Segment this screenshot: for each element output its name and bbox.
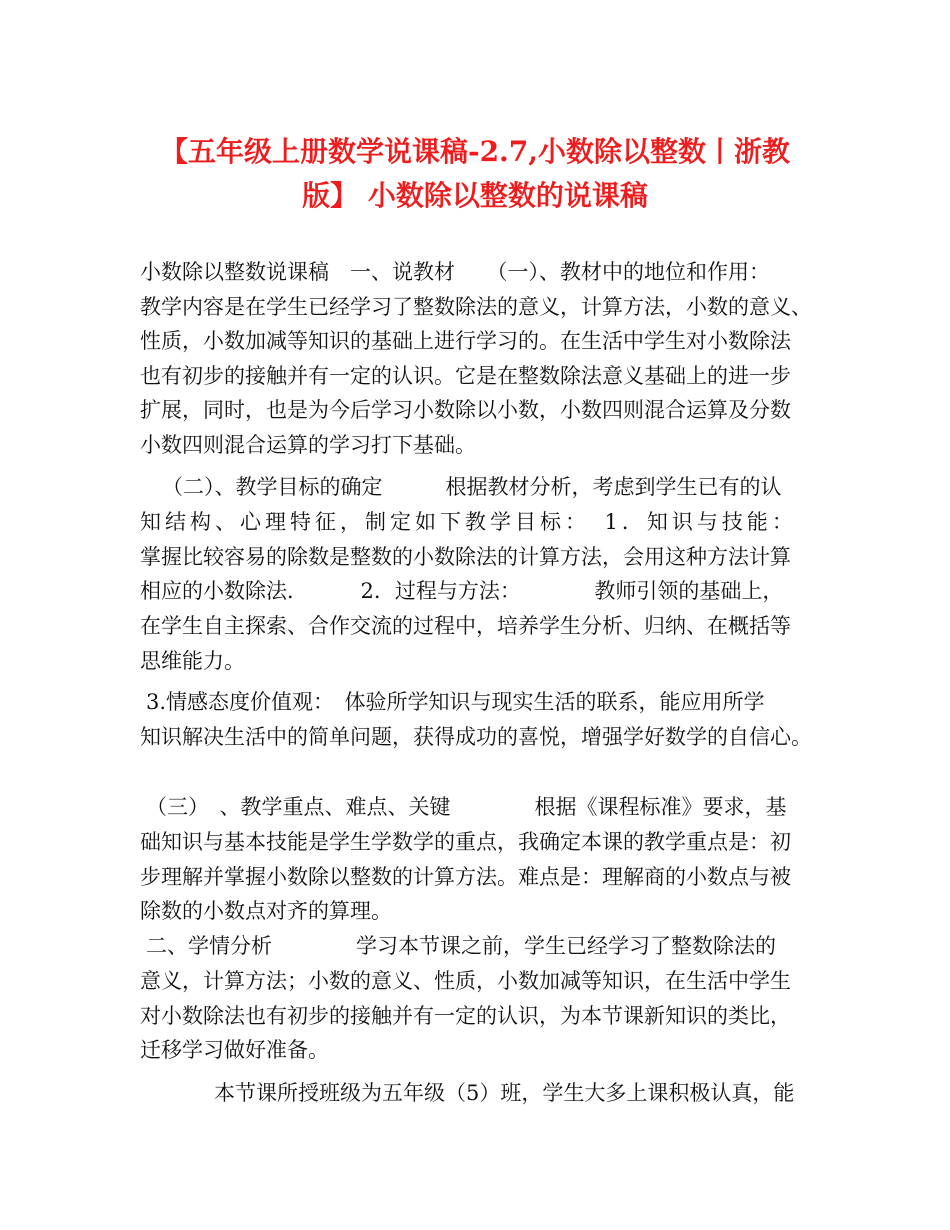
body-line-14: 知识解决生活中的简单问题，获得成功的喜悦，增强学好数学的自信心。 — [140, 725, 812, 749]
body-line-6: 小数四则混合运算的学习打下基础。 — [140, 433, 476, 457]
body-line-22: 迁移学习做好准备。 — [140, 1038, 329, 1062]
body-line-2: 教学内容是在学生已经学习了整数除法的意义，计算方法，小数的意义、 — [140, 295, 812, 319]
body-line-11: 在学生自主探索、合作交流的过程中，培养学生分析、归纳、在概括等 — [140, 614, 791, 638]
body-line-18: 除数的小数点对齐的算理。 — [140, 899, 392, 923]
body-line-8: 知结构、心理特征，制定如下教学目标： 1．知识与技能： — [140, 510, 797, 534]
body-line-12: 思维能力。 — [140, 649, 245, 673]
body-line-19: 二、学情分析 学习本节课之前，学生已经学习了整数除法的 — [146, 934, 776, 958]
document-title-line-2: 版】 小数除以整数的说课稿 — [302, 179, 648, 212]
body-line-9: 掌握比较容易的除数是整数的小数除法的计算方法，会用这种方法计算 — [140, 545, 791, 569]
body-line-20: 意义，计算方法；小数的意义、性质，小数加减等知识，在生活中学生 — [140, 969, 791, 993]
body-line-21: 对小数除法也有初步的接触并有一定的认识，为本节课新知识的类比， — [140, 1004, 791, 1028]
body-line-15: （三） 、教学重点、难点、关键 根据《课程标准》要求，基 — [146, 795, 787, 819]
body-line-3: 性质，小数加减等知识的基础上进行学习的。在生活中学生对小数除法 — [140, 329, 791, 353]
body-line-5: 扩展，同时，也是为今后学习小数除以小数，小数四则混合运算及分数 — [140, 398, 791, 422]
body-line-23: 本节课所授班级为五年级（5）班，学生大多上课积极认真，能 — [214, 1081, 795, 1105]
document-title-line-1: 【五年级上册数学说课稿-2.7,小数除以整数丨浙教 — [159, 135, 791, 168]
body-line-13: 3.情感态度价值观： 体验所学知识与现实生活的联系，能应用所学 — [146, 690, 765, 714]
body-line-4: 也有初步的接触并有一定的认识。它是在整数除法意义基础上的进一步 — [140, 364, 791, 388]
body-line-16: 础知识与基本技能是学生学数学的重点，我确定本课的教学重点是：初 — [140, 830, 791, 854]
body-line-7: （二）、教学目标的确定 根据教材分析，考虑到学生已有的认 — [162, 475, 782, 499]
body-line-10: 相应的小数除法． 2．过程与方法： 教师引领的基础上， — [140, 579, 784, 603]
body-line-17: 步理解并掌握小数除以整数的计算方法。难点是：理解商的小数点与被 — [140, 865, 791, 889]
body-line-1: 小数除以整数说课稿 一、说教材 （一）、教材中的地位和作用： — [140, 260, 770, 284]
